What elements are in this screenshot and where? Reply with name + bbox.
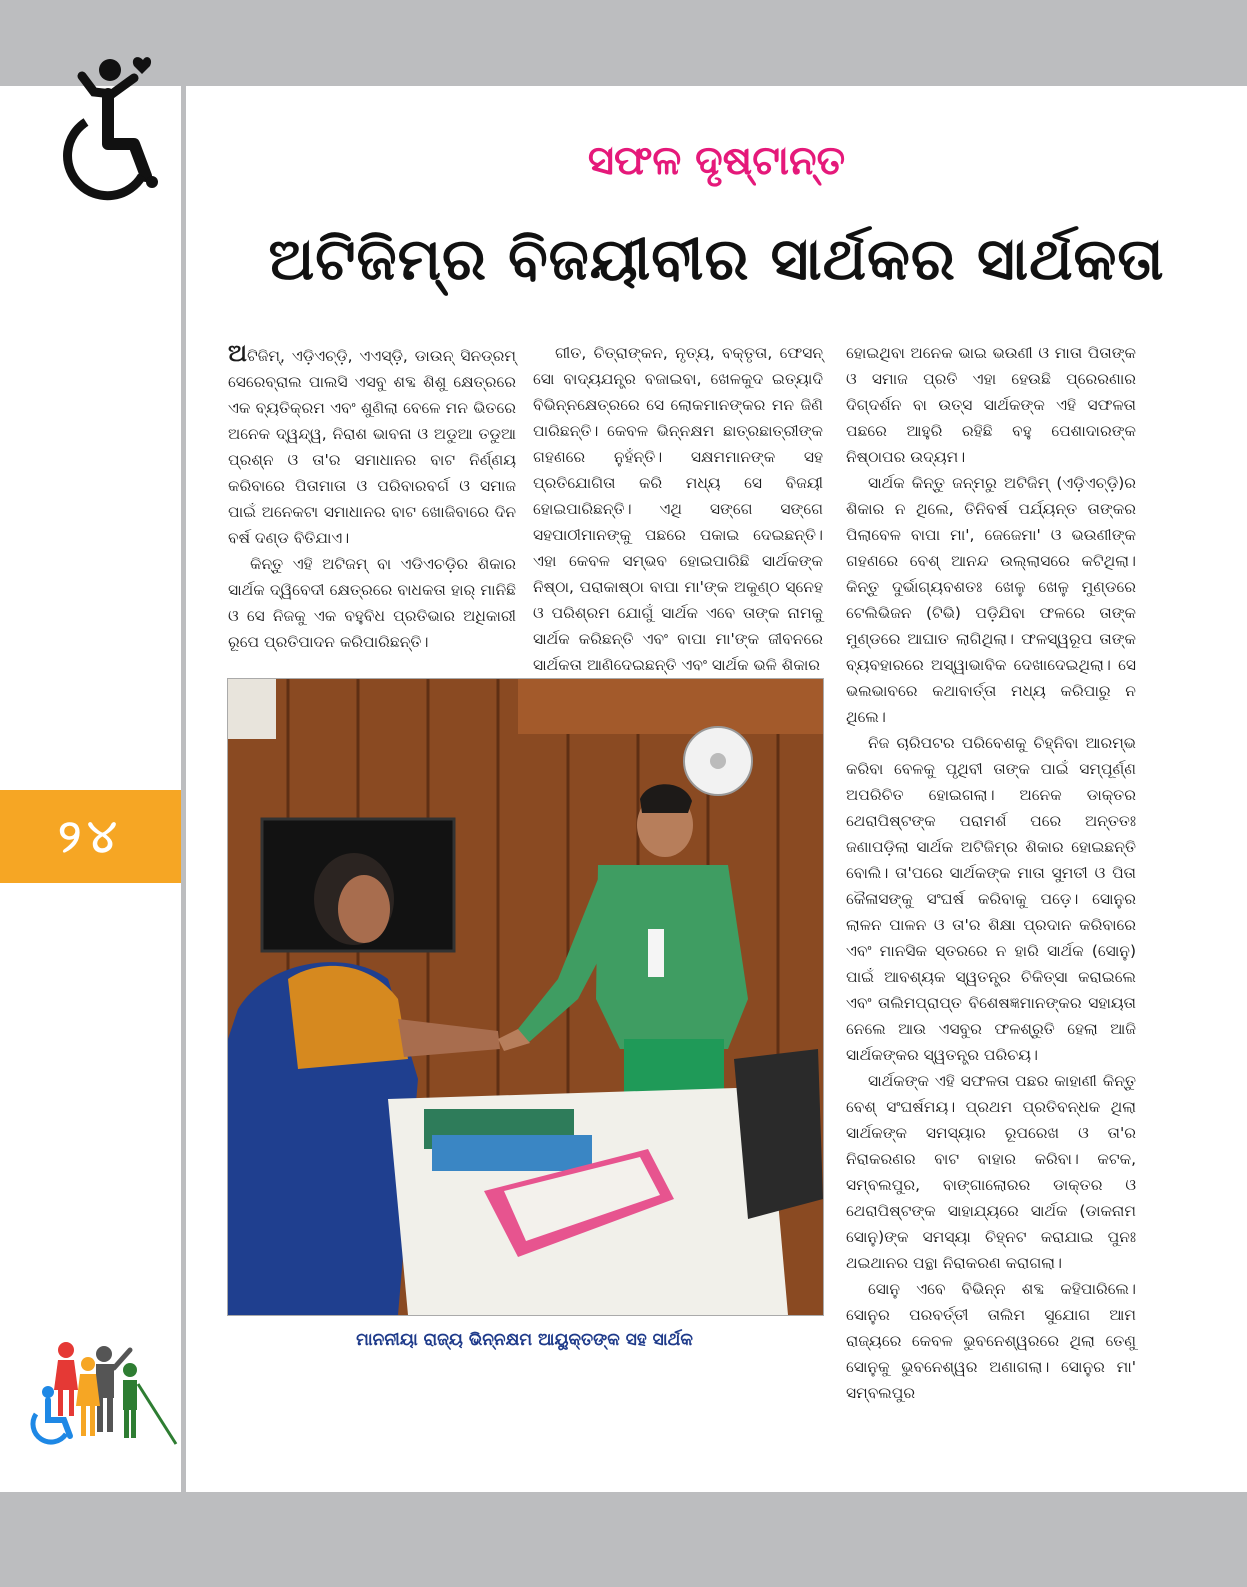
paragraph: ହୋଇଥିବା ଅନେକ ଭାଇ ଭଉଣୀ ଓ ମାତା ପିତାଙ୍କ ଓ ସମାଜ ପ୍ରତି ଏହା ହେଉଛି ପ୍ରେରଣାର ଦିଗ୍‌ଦର୍ଶନ ବା ଉତ୍ସ ସାର୍ଥକଙ୍କ ଏହି ସଫଳତା ପଛରେ ଆହୁରି ରହିଛି ବହୁ ପେଶାଦାରଙ୍କ ନିଷ୍ଠାପର ଉଦ୍ୟମ। <box>846 344 1136 466</box>
inclusive-people-group-icon <box>26 1340 182 1450</box>
paragraph: ସୋନୁ ଏବେ ବିଭିନ୍ନ ଶବ୍ଦ କହିପାରିଲେ। ସୋନୁର ପରବର୍ତ୍ତୀ ତାଲିମ ସୁଯୋଗ ଆମ ରାଜ୍ୟରେ କେବଳ ଭୁବନେଶ୍ୱରରେ ଥିଲା ତେଣୁ ସୋନୁକୁ ଭୁବନେଶ୍ୱର ଅଣାଗଲା। ସୋନୁର ମା' ସମ୍ବଲପୁର <box>846 1280 1136 1402</box>
paragraph <box>228 340 516 551</box>
paragraph: କିନ୍ତୁ ଏହି ଅଟିଜମ୍ ବା ଏଡିଏଚଡ଼ିର ଶିକାର ସାର୍ଥକ ଦ୍ୱିବେଦୀ କ୍ଷେତ୍ରରେ ବାଧକତା ହାର୍ ମାନିଛି ଓ ସେ ନିଜକୁ ଏକ ବହୁବିଧ ପ୍ରତିଭାର ଅଧିକାରୀ ରୂପେ ପ୍ରତିପାଦନ କରିପାରିଛନ୍ତି। <box>228 555 516 651</box>
text-column-2 <box>533 340 823 678</box>
photo-caption: ମାନନୀୟା ରାଜ୍ୟ ଭିନ୍ନକ୍ଷମ ଆୟୁକ୍ତଙ୍କ ସହ ସାର୍ଥକ <box>356 1330 693 1350</box>
paragraph: ସାର୍ଥକଙ୍କ ଏହି ସଫଳତା ପଛର କାହାଣୀ କିନ୍ତୁ ବେଶ୍ ସଂଘର୍ଷମୟ। ପ୍ରଥମ ପ୍ରତିବନ୍ଧକ ଥିଲା ସାର୍ଥକଙ୍କ ସମସ୍ୟାର ରୂପରେଖ ଓ ତା'ର ନିରାକରଣର ବାଟ ବାହାର କରିବା। କଟକ, ସମ୍ବଲପୁର, ବାଙ୍ଗାଲୋରର ଡାକ୍ତର ଓ ଥେରାପିଷ୍ଟଙ୍କ ସାହାଯ୍ୟରେ ସାର୍ଥକ (ଡାକନାମ ସୋନୁ)ଙ୍କ ସମସ୍ୟା ଚିହ୍ନଟ କରାଯାଇ ପୁନଃ ଥଇଥାନର ପନ୍ଥା ନିରାକରଣ କରାଗଲା। <box>846 1072 1136 1272</box>
paragraph: ସାର୍ଥକ କିନ୍ତୁ ଜନ୍ମରୁ ଅଟିଜିମ୍ (ଏଡ଼ିଏଚ୍‌ଡ଼ି)ର ଶିକାର ନ ଥିଲେ, ତିନିବର୍ଷ ପର୍ଯ୍ୟନ୍ତ ତାଙ୍କର ପିଲାବେଳ ବାପା ମା', ଜେଜେମା' ଓ ଭଉଣୀଙ୍କ ଗହଣରେ ବେଶ୍ ଆନନ୍ଦ ଉଲ୍ଲାସରେ କଟିଥିଲା। କିନ୍ତୁ ଦୁର୍ଭାଗ୍ୟବଶତଃ ଖେଳୁ ଖେଳୁ ମୁଣ୍ଡରେ ଟେଲିଭିଜନ (ଟିଭି) ପଡ଼ିଯିବା ଫଳରେ ତାଙ୍କ ମୁଣ୍ଡରେ ଆଘାତ ଲାଗିଥିଲା। ଫଳସ୍ୱରୂପ ତାଙ୍କ ବ୍ୟବହାରରେ ଅସ୍ୱାଭାବିକ ଦେଖାଦେଇଥିଲା। ସେ ଭଲଭାବରେ କଥାବାର୍ତ୍ତା ମଧ୍ୟ କରିପାରୁ ନ ଥିଲେ। <box>846 474 1136 726</box>
article-headline: ଅଟିଜିମ୍‌ର ବିଜୟୀବୀର ସାର୍ଥକର ସାର୍ଥକତା <box>268 225 1165 293</box>
text-column-1 <box>228 340 516 655</box>
paragraph: ନିଜ ଚାରିପଟର ପରିବେଶକୁ ଚିହ୍ନିବା ଆରମ୍ଭ କରିବା ବେଳକୁ ପୃଥିବୀ ତାଙ୍କ ପାଇଁ ସମ୍ପୂର୍ଣ୍ଣ ଅପରିଚିତ ହୋଇଗଲା। ଅନେକ ଡାକ୍ତର ଥେରାପିଷ୍ଟଙ୍କ ପରାମର୍ଶ ପରେ ଅନ୍ତତଃ ଜଣାପଡ଼ିଲା ସାର୍ଥକ ଅଟିଜିମ୍‌ର ଶିକାର ହୋଇଛନ୍ତି ବୋଲି। ତା'ପରେ ସାର୍ଥକଙ୍କ ମାତା ସୁମତୀ ଓ ପିତା କୈଳାସଙ୍କୁ ସଂଘର୍ଷ କରିବାକୁ ପଡ଼େ। ସୋନୁର ଲାଳନ ପାଳନ ଓ ତା'ର ଶିକ୍ଷା ପ୍ରଦାନ କରିବାରେ ଏବଂ ମାନସିକ ସ୍ତରରେ ନ ହାରି ସାର୍ଥକ (ସୋନୁ) ପାଇଁ ଆବଶ୍ୟକ ସ୍ୱତନ୍ତ୍ର ଚିକିତ୍ସା କରାଇଲେ ଏବଂ ତାଲିମପ୍ରାପ୍ତ ବିଶେଷଜ୍ଞମାନଙ୍କର ସହାୟତା ନେଲେ ଆଉ ଏସବୁର ଫଳଶ୍ରୁତି ହେଲା ଆଜି ସାର୍ଥକଙ୍କର ସ୍ୱତନ୍ତ୍ର ପରିଚୟ। <box>846 734 1136 1064</box>
left-margin-divider <box>181 86 186 1492</box>
drop-cap: ଅ <box>228 339 247 367</box>
bottom-band <box>0 1492 1247 1587</box>
wheelchair-person-icon <box>42 52 166 202</box>
paragraph: ଗୀତ, ଚିତ୍ରାଙ୍କନ, ନୃତ୍ୟ, ବକ୍ତୃତା, ଫେସନ୍ ସୋ ବାଦ୍ୟଯନ୍ତ୍ର ବଜାଇବା, ଖେଳକୁଦ ଇତ୍ୟାଦି ବିଭିନ୍ନକ୍ଷେତ୍ରରେ ସେ ଲୋକମାନଙ୍କର ମନ ଜିଣି ପାରିଛନ୍ତି। କେବଳ ଭିନ୍ନକ୍ଷମ ଛାତ୍ରଛାତ୍ରୀଙ୍କ ଗହଣରେ ନୁହଁନ୍ତି। ସକ୍ଷମମାନଙ୍କ ସହ ପ୍ରତିଯୋଗିତା କରି ମଧ୍ୟ ସେ ବିଜୟୀ ହୋଇପାରିଛନ୍ତି। ଏଥି ସଙ୍ଗେ ସଙ୍ଗେ ସହପାଠୀମାନଙ୍କୁ ପଛରେ ପକାଇ ଦେଇଛନ୍ତି। ଏହା କେବଳ ସମ୍ଭବ ହୋଇପାରିଛି ସାର୍ଥକଙ୍କ ନିଷ୍ଠା, ପରାକାଷ୍ଠା ବାପା ମା'ଙ୍କ ଅକୁଣ୍ଠ ସ୍ନେହ ଓ ପରିଶ୍ରମ ଯୋଗୁଁ ସାର୍ଥକ ଏବେ ତାଙ୍କ ନାମକୁ ସାର୍ଥକ କରିଛନ୍ତି ଏବଂ ବାପା ମା'ଙ୍କ ଜୀବନରେ ସାର୍ଥକତା ଆଣିଦେଇଛନ୍ତି ଏବଂ ସାର୍ଥକ ଭଳି ଶିକାର <box>533 344 823 674</box>
page-number: ୨୪ <box>0 790 181 883</box>
top-band <box>0 0 1247 86</box>
text-column-3 <box>846 340 1136 1406</box>
article-photo <box>227 678 824 1316</box>
paragraph-text: ଟିଜିମ୍‌, ଏଡ଼ିଏଚ୍‌ଡ଼ି, ଏଏସ୍‌ଡ଼ି, ଡାଉନ୍ ସିନଡ୍ରମ୍ ସେରେବ୍ରାଲ ପାଲସି ଏସବୁ ଶବ୍ଦ ଶିଶୁ କ୍ଷେତ୍ରରେ ଏକ ବ୍ୟତିକ୍ରମ ଏବଂ ଶୁଣିଲା ବେଳେ ମନ ଭିତରେ ଅନେକ ଦ୍ୱନ୍ଦ୍ୱ, ନିରାଶ ଭାବନା ଓ ଅଡୁଆ ତଡୁଆ ପ୍ରଶ୍ନ ଓ ତା'ର ସମାଧାନର ବାଟ ନିର୍ଣ୍ଣୟ କରିବାରେ ପିତାମାତା ଓ ପରିବାରବର୍ଗ ଓ ସମାଜ ପାଇଁ ଅନେକଟା ସମାଧାନର ବାଟ ଖୋଜିବାରେ ଦିନ ବର୍ଷ ଦଣ୍ଡ ବିତିଯାଏ। <box>228 347 516 547</box>
section-label: ସଫଳ ଦୃଷ୍ଟାନ୍ତ <box>587 138 846 184</box>
